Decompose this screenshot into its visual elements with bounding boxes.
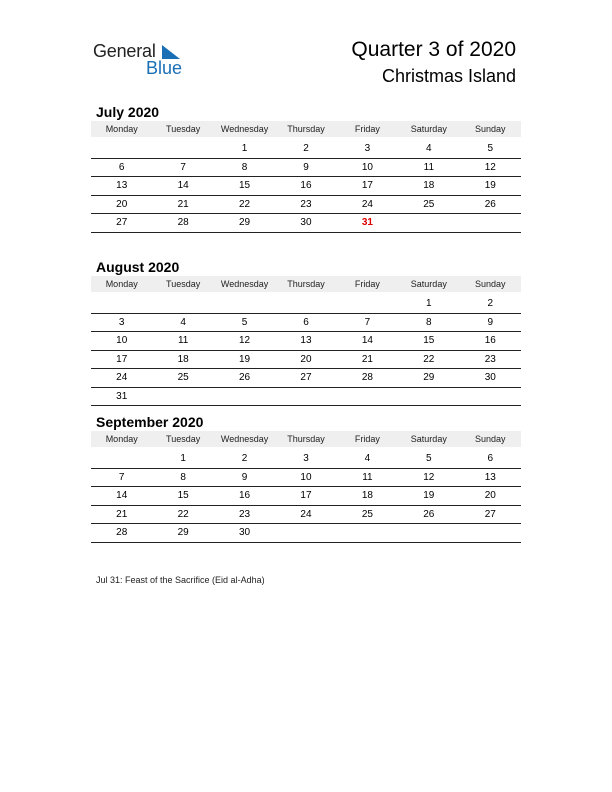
weekday-header: Friday xyxy=(337,121,398,137)
weekday-header: Sunday xyxy=(460,431,521,447)
day-cell: 8 xyxy=(214,158,275,177)
week-row xyxy=(91,505,521,524)
day-cell xyxy=(337,295,398,313)
week-row xyxy=(91,350,521,369)
day-cell: 12 xyxy=(398,468,459,487)
day-cell: 21 xyxy=(152,195,213,214)
week-row xyxy=(91,313,521,332)
day-cell: 18 xyxy=(337,487,398,506)
weekday-header: Tuesday xyxy=(152,276,213,292)
day-cell: 29 xyxy=(152,524,213,543)
day-cell: 12 xyxy=(460,158,521,177)
day-cell: 25 xyxy=(337,505,398,524)
day-cell xyxy=(152,387,213,406)
day-cell: 15 xyxy=(398,332,459,351)
day-cell xyxy=(152,295,213,313)
month-august xyxy=(91,258,521,406)
day-cell: 22 xyxy=(214,195,275,214)
month-title: August 2020 xyxy=(96,259,180,275)
day-cell: 16 xyxy=(460,332,521,351)
weekday-header: Friday xyxy=(337,276,398,292)
day-cell: 2 xyxy=(275,140,336,158)
day-cell: 6 xyxy=(91,158,152,177)
day-cell: 5 xyxy=(398,450,459,468)
weekday-header-row xyxy=(91,431,521,447)
month-title: September 2020 xyxy=(96,414,204,430)
day-cell: 6 xyxy=(460,450,521,468)
day-cell xyxy=(460,524,521,543)
calendar-table xyxy=(91,431,521,543)
day-cell: 17 xyxy=(337,177,398,196)
day-cell: 9 xyxy=(275,158,336,177)
week-row xyxy=(91,369,521,388)
month-july xyxy=(91,103,521,233)
day-cell: 15 xyxy=(214,177,275,196)
weekday-header: Monday xyxy=(91,121,152,137)
day-cell: 23 xyxy=(214,505,275,524)
weekday-header: Sunday xyxy=(460,121,521,137)
weekday-header: Saturday xyxy=(398,431,459,447)
day-cell xyxy=(275,387,336,406)
day-cell: 24 xyxy=(91,369,152,388)
day-cell: 23 xyxy=(460,350,521,369)
day-cell: 15 xyxy=(152,487,213,506)
day-cell: 3 xyxy=(91,313,152,332)
day-cell xyxy=(91,140,152,158)
day-cell: 19 xyxy=(460,177,521,196)
day-cell: 30 xyxy=(275,214,336,233)
day-cell: 16 xyxy=(275,177,336,196)
weekday-header: Saturday xyxy=(398,276,459,292)
day-cell: 31 xyxy=(91,387,152,406)
day-cell: 9 xyxy=(460,313,521,332)
weekday-header: Thursday xyxy=(275,276,336,292)
day-cell xyxy=(398,214,459,233)
day-cell: 8 xyxy=(398,313,459,332)
weekday-header: Monday xyxy=(91,431,152,447)
day-cell: 14 xyxy=(337,332,398,351)
day-cell xyxy=(337,524,398,543)
week-row xyxy=(91,524,521,543)
week-row xyxy=(91,332,521,351)
day-cell xyxy=(214,295,275,313)
day-cell: 2 xyxy=(214,450,275,468)
day-cell: 14 xyxy=(152,177,213,196)
day-cell xyxy=(275,295,336,313)
week-row xyxy=(91,177,521,196)
day-cell: 16 xyxy=(214,487,275,506)
week-row xyxy=(91,387,521,406)
day-cell: 13 xyxy=(460,468,521,487)
weekday-header: Tuesday xyxy=(152,431,213,447)
month-title: July 2020 xyxy=(96,104,160,120)
brand-logo xyxy=(93,41,193,81)
day-cell: 24 xyxy=(337,195,398,214)
week-row xyxy=(91,450,521,468)
weekday-header: Thursday xyxy=(275,121,336,137)
day-cell: 1 xyxy=(214,140,275,158)
day-cell: 28 xyxy=(152,214,213,233)
day-cell: 2 xyxy=(460,295,521,313)
weekday-header-row xyxy=(91,276,521,292)
day-cell: 13 xyxy=(275,332,336,351)
day-cell: 10 xyxy=(91,332,152,351)
day-cell: 11 xyxy=(152,332,213,351)
page-title: Quarter 3 of 2020 xyxy=(351,38,516,61)
weekday-header-row xyxy=(91,121,521,137)
day-cell: 7 xyxy=(152,158,213,177)
day-cell: 20 xyxy=(275,350,336,369)
day-cell: 3 xyxy=(275,450,336,468)
day-cell xyxy=(398,387,459,406)
day-cell: 20 xyxy=(91,195,152,214)
day-cell: 18 xyxy=(398,177,459,196)
calendar-table xyxy=(91,276,521,406)
day-cell: 30 xyxy=(460,369,521,388)
day-cell: 10 xyxy=(275,468,336,487)
day-cell: 12 xyxy=(214,332,275,351)
day-cell: 26 xyxy=(398,505,459,524)
weekday-header: Saturday xyxy=(398,121,459,137)
day-cell: 22 xyxy=(152,505,213,524)
day-cell: 4 xyxy=(152,313,213,332)
day-cell: 22 xyxy=(398,350,459,369)
day-cell: 26 xyxy=(460,195,521,214)
day-cell: 25 xyxy=(398,195,459,214)
day-cell: 13 xyxy=(91,177,152,196)
logo-word-blue: Blue xyxy=(146,58,183,78)
day-cell xyxy=(337,387,398,406)
day-cell: 24 xyxy=(275,505,336,524)
week-row xyxy=(91,195,521,214)
day-cell: 30 xyxy=(214,524,275,543)
day-cell: 19 xyxy=(398,487,459,506)
day-cell: 10 xyxy=(337,158,398,177)
logo-word-general: General xyxy=(93,41,156,61)
week-row xyxy=(91,214,521,233)
day-cell: 8 xyxy=(152,468,213,487)
day-cell: 17 xyxy=(275,487,336,506)
day-cell-holiday: 31 xyxy=(337,214,398,233)
day-cell xyxy=(275,524,336,543)
day-cell: 9 xyxy=(214,468,275,487)
day-cell xyxy=(214,387,275,406)
weekday-header: Monday xyxy=(91,276,152,292)
weekday-header: Tuesday xyxy=(152,121,213,137)
day-cell: 28 xyxy=(337,369,398,388)
day-cell xyxy=(460,387,521,406)
day-cell: 11 xyxy=(398,158,459,177)
day-cell: 19 xyxy=(214,350,275,369)
week-row xyxy=(91,468,521,487)
weekday-header: Wednesday xyxy=(214,121,275,137)
day-cell: 29 xyxy=(214,214,275,233)
weekday-header: Sunday xyxy=(460,276,521,292)
weekday-header: Wednesday xyxy=(214,276,275,292)
day-cell xyxy=(91,450,152,468)
day-cell: 27 xyxy=(460,505,521,524)
day-cell: 28 xyxy=(91,524,152,543)
week-row xyxy=(91,295,521,313)
day-cell: 20 xyxy=(460,487,521,506)
day-cell xyxy=(91,295,152,313)
day-cell: 3 xyxy=(337,140,398,158)
day-cell: 4 xyxy=(337,450,398,468)
day-cell: 18 xyxy=(152,350,213,369)
day-cell: 1 xyxy=(152,450,213,468)
day-cell: 25 xyxy=(152,369,213,388)
day-cell: 27 xyxy=(275,369,336,388)
week-row xyxy=(91,140,521,158)
day-cell: 5 xyxy=(460,140,521,158)
day-cell: 7 xyxy=(337,313,398,332)
week-row xyxy=(91,158,521,177)
page-subtitle: Christmas Island xyxy=(381,66,516,86)
day-cell: 4 xyxy=(398,140,459,158)
day-cell xyxy=(398,524,459,543)
day-cell: 11 xyxy=(337,468,398,487)
holiday-footnote: Jul 31: Feast of the Sacrifice (Eid al-Adha) xyxy=(96,575,265,585)
week-row xyxy=(91,487,521,506)
day-cell xyxy=(460,214,521,233)
day-cell: 14 xyxy=(91,487,152,506)
day-cell xyxy=(152,140,213,158)
day-cell: 29 xyxy=(398,369,459,388)
month-september xyxy=(91,413,521,543)
day-cell: 21 xyxy=(337,350,398,369)
day-cell: 5 xyxy=(214,313,275,332)
weekday-header: Friday xyxy=(337,431,398,447)
weekday-header: Wednesday xyxy=(214,431,275,447)
calendar-table xyxy=(91,121,521,233)
day-cell: 27 xyxy=(91,214,152,233)
day-cell: 21 xyxy=(91,505,152,524)
day-cell: 6 xyxy=(275,313,336,332)
day-cell: 26 xyxy=(214,369,275,388)
day-cell: 23 xyxy=(275,195,336,214)
day-cell: 7 xyxy=(91,468,152,487)
day-cell: 1 xyxy=(398,295,459,313)
weekday-header: Thursday xyxy=(275,431,336,447)
day-cell: 17 xyxy=(91,350,152,369)
